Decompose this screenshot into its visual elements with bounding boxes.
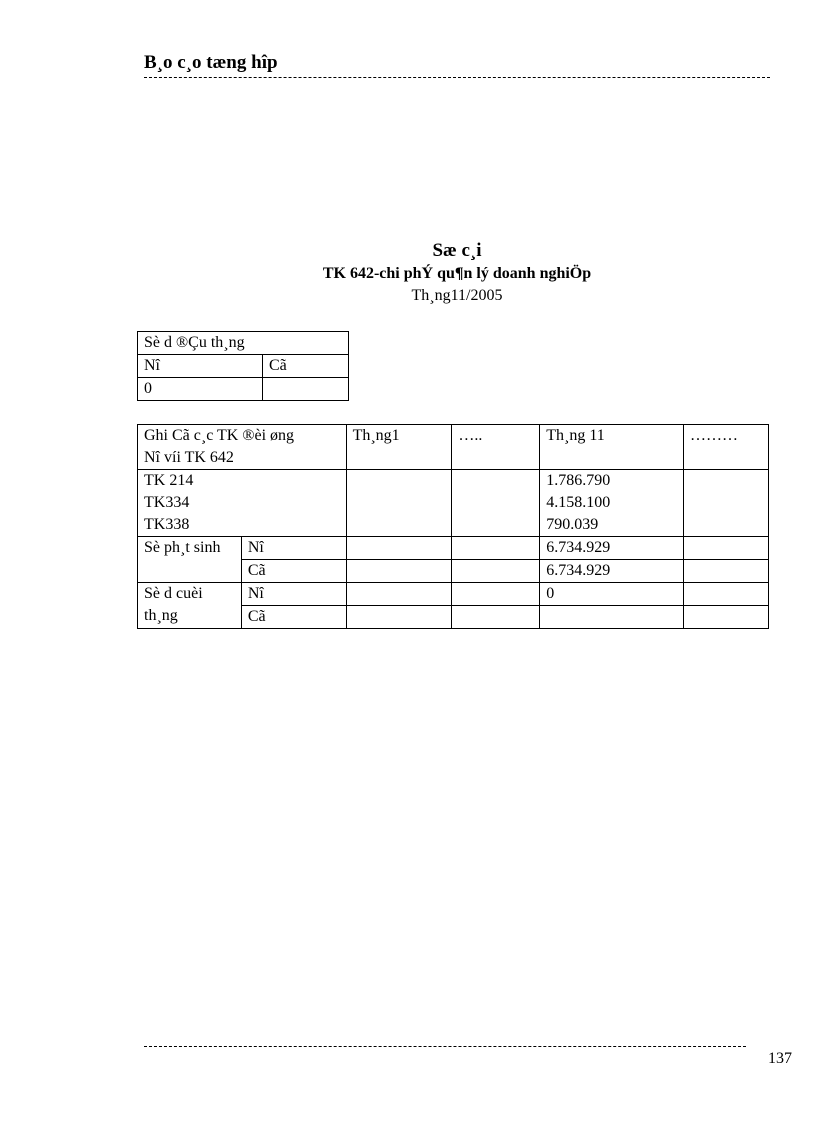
account-value: 4.158.100: [546, 494, 611, 511]
empty-cell: [452, 470, 540, 537]
empty-cell: [346, 560, 452, 583]
closing-label-line1: Sè d cuèi: [144, 585, 203, 602]
report-header-title: B¸o c¸o tæng hîp: [144, 52, 278, 73]
empty-cell: [684, 583, 769, 606]
account-name: TK334: [144, 494, 190, 511]
closing-label: [138, 583, 242, 629]
header-dots2: ………: [684, 425, 769, 470]
ledger-table: [137, 424, 769, 629]
account-name: TK338: [144, 516, 190, 533]
header-month11: Th¸ng 11: [540, 425, 684, 470]
table-row: [138, 470, 769, 537]
footer-divider: [144, 1046, 746, 1047]
arising-credit-label: Cã: [241, 560, 346, 583]
account-name: TK 214: [144, 472, 194, 489]
header-divider: [144, 77, 770, 78]
empty-cell: [684, 537, 769, 560]
empty-cell: [452, 606, 540, 629]
opening-balance-table: [137, 331, 349, 401]
document-period: Th¸ng11/2005: [411, 287, 503, 304]
opening-debit-label: Nî: [138, 355, 263, 378]
arising-label: Sè ph¸t sinh: [138, 537, 242, 583]
page-number: 137: [768, 1050, 792, 1067]
document-title: Sæ c¸i: [432, 240, 482, 261]
account-value: 790.039: [546, 516, 599, 533]
opening-credit-label: Cã: [263, 355, 349, 378]
closing-debit-label: Nî: [241, 583, 346, 606]
empty-cell: [346, 583, 452, 606]
empty-cell: [346, 470, 452, 537]
opening-debit-value: 0: [138, 378, 263, 401]
empty-cell: [346, 606, 452, 629]
empty-cell: [452, 560, 540, 583]
account-values: [540, 470, 684, 537]
table-row: [138, 537, 769, 560]
header-counter-line2: Nî víi TK 642: [144, 449, 234, 466]
account-names: [138, 470, 347, 537]
arising-credit-value: 6.734.929: [540, 560, 684, 583]
ledger-header-row: [138, 425, 769, 470]
empty-cell: [452, 583, 540, 606]
header-counter-line1: Ghi Cã c¸c TK ®èi øng: [144, 427, 295, 444]
header-counter-accounts: [138, 425, 347, 470]
table-row: [138, 583, 769, 606]
opening-credit-value: [263, 378, 349, 401]
empty-cell: [452, 537, 540, 560]
closing-credit-label: Cã: [241, 606, 346, 629]
account-value: 1.786.790: [546, 472, 611, 489]
opening-balance-title: Sè d ®Çu th¸ng: [138, 332, 349, 355]
document-subtitle: TK 642-chi phÝ qu¶n lý doanh nghiÖp: [322, 265, 592, 282]
header-month1: Th¸ng1: [346, 425, 452, 470]
closing-label-line2: th¸ng: [144, 607, 178, 624]
closing-debit-value: 0: [540, 583, 684, 606]
empty-cell: [346, 537, 452, 560]
header-dots1: …..: [452, 425, 540, 470]
closing-credit-value: [540, 606, 684, 629]
empty-cell: [684, 606, 769, 629]
empty-cell: [684, 470, 769, 537]
empty-cell: [684, 560, 769, 583]
arising-debit-label: Nî: [241, 537, 346, 560]
arising-debit-value: 6.734.929: [540, 537, 684, 560]
